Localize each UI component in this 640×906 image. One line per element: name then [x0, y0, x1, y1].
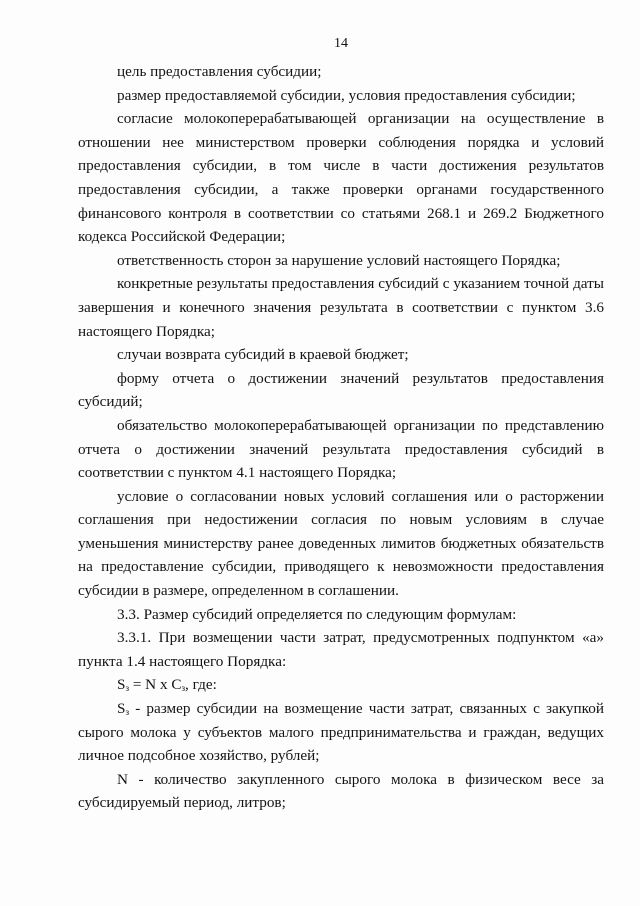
paragraph-agreement-conditions: условие о согласовании новых условий соглашения или о расторжении соглашения при недостижении согласия по новым условиям в случае уменьшения министерству ранее доведенных лимитов бюджетных обязательств на предоставление субсидии, приводящего к невозможности предоставления субсидии в размере, определенном в соглашении.	[78, 487, 604, 600]
formula-line	[78, 673, 604, 697]
document-body	[78, 60, 604, 815]
definition-n-text: - количество закупленного сырого молока в физическом весе за субсидируемый период, литров;	[78, 770, 604, 812]
definition-s-text: - размер субсидии на возмещение части затрат, связанных с закупкой сырого молока у субъектов малого предпринимательства и граждан, ведущих личное подсобное хозяйство, рублей;	[78, 700, 604, 765]
formula-equation: = N x C	[129, 676, 182, 694]
paragraph-results: конкретные результаты предоставления субсидий с указанием точной даты завершения и конечного значения результата в соответствии с пунктом 3.6 настоящего Порядка;	[78, 275, 604, 340]
definition-s	[78, 697, 604, 768]
paragraph-section-3-3-1: 3.3.1. При возмещении части затрат, предусмотренных подпунктом «а» пункта 1.4 настоящего Порядка:	[78, 629, 604, 670]
formula-tail: , где:	[185, 676, 217, 694]
paragraph-responsibility: ответственность сторон за нарушение условий настоящего Порядка;	[117, 251, 561, 269]
page-number: 14	[334, 36, 348, 51]
paragraph-report-form: форму отчета о достижении значений результатов предоставления субсидий;	[78, 369, 604, 411]
definition-s-subscript: з	[125, 707, 130, 718]
paragraph-size-conditions: размер предоставляемой субсидии, условия предоставления субсидии;	[117, 86, 576, 104]
paragraph-consent-inspection: согласие молокоперерабатывающей организации на осуществление в отношении нее министерством проверки соблюдения порядка и условий предоставления субсидии, в том числе в части достижения результатов предоставления субсидии, а также проверки органами государственного финансового контроля в соответствии со статьями 268.1 и 269.2 Бюджетного кодекса Российской Федерации;	[78, 110, 604, 246]
definition-n-symbol: N	[117, 770, 128, 788]
definition-n	[78, 768, 604, 815]
paragraph-report-obligation: обязательство молокоперерабатывающей организации по представлению отчета о достижении значений результата предоставления субсидий в соответствии с пунктом 4.1 настоящего Порядка;	[78, 416, 604, 482]
paragraph-purpose: цель предоставления субсидии;	[117, 63, 322, 80]
formula-lhs-subscript: з	[125, 683, 130, 694]
formula-lhs: S	[117, 676, 126, 694]
formula-rhs-subscript: з	[181, 683, 186, 694]
paragraph-section-3-3: 3.3. Размер субсидий определяется по следующим формулам:	[117, 605, 517, 623]
paragraph-refund-cases: случаи возврата субсидий в краевой бюджет;	[117, 346, 409, 364]
definition-s-symbol: S	[117, 700, 126, 718]
